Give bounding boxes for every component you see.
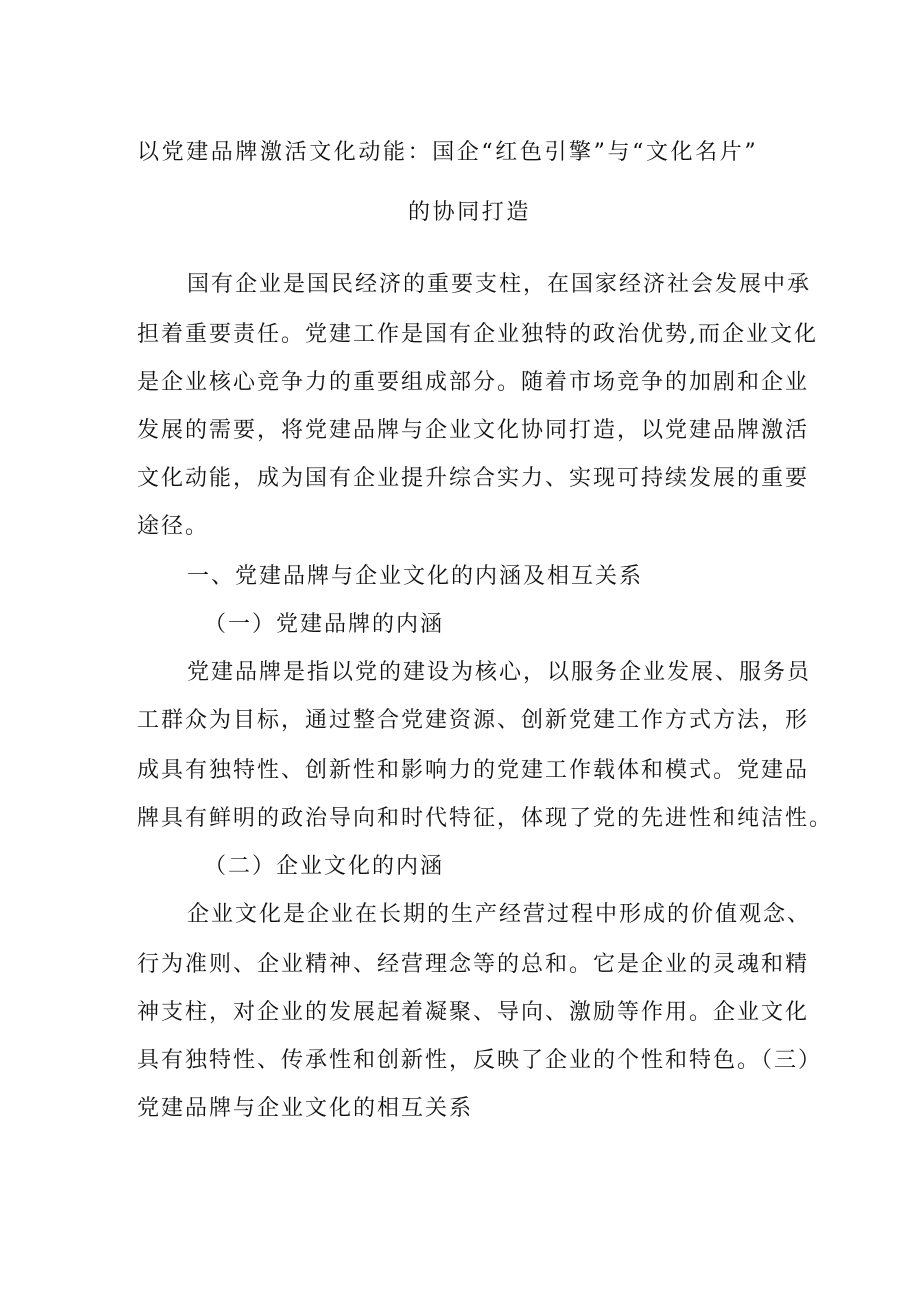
intro-paragraph-line: 途径。 (137, 514, 210, 539)
document-title-line-1: 以党建品牌激活文化动能：国企“红色引擎”与“文化名片” (137, 140, 759, 165)
subsection-heading-1: （一）党建品牌的内涵 (204, 612, 445, 637)
subsection-heading-2: （二）企业文化的内涵 (204, 854, 445, 879)
intro-paragraph-line: 国有企业是国民经济的重要支柱，在国家经济社会发展中承 (187, 272, 812, 297)
culture-paragraph-line: 具有独特性、传承性和创新性，反映了企业的个性和特色。（三） (137, 1048, 823, 1073)
culture-paragraph-line: 党建品牌与企业文化的相互关系 (137, 1096, 474, 1121)
brand-paragraph-line: 牌具有鲜明的政治导向和时代特征，体现了党的先进性和纯洁性。 (137, 806, 834, 831)
intro-paragraph-line: 是企业核心竞争力的重要组成部分。随着市场竞争的加剧和企业 (137, 370, 810, 395)
intro-paragraph-line: 文化动能，成为国有企业提升综合实力、实现可持续发展的重要 (137, 466, 810, 491)
brand-paragraph-line: 成具有独特性、创新性和影响力的党建工作载体和模式。党建品 (137, 758, 810, 783)
culture-paragraph-line: 神支柱，对企业的发展起着凝聚、导向、激励等作用。企业文化 (137, 1000, 810, 1025)
brand-paragraph-line: 党建品牌是指以党的建设为核心，以服务企业发展、服务员 (187, 660, 812, 685)
section-heading-1: 一、党建品牌与企业文化的内涵及相互关系 (187, 564, 644, 589)
brand-paragraph-line: 工群众为目标，通过整合党建资源、创新党建工作方式方法，形 (137, 708, 810, 733)
culture-paragraph-line: 行为准则、企业精神、经营理念等的总和。它是企业的灵魂和精 (137, 952, 810, 977)
culture-paragraph-line: 企业文化是企业在长期的生产经营过程中形成的价值观念、 (187, 902, 812, 927)
document-title-line-2: 的协同打造 (408, 200, 532, 225)
intro-paragraph-line: 担着重要责任。党建工作是国有企业独特的政治优势,而企业文化 (137, 322, 818, 347)
intro-paragraph-line: 发展的需要，将党建品牌与企业文化协同打造，以党建品牌激活 (137, 418, 810, 443)
